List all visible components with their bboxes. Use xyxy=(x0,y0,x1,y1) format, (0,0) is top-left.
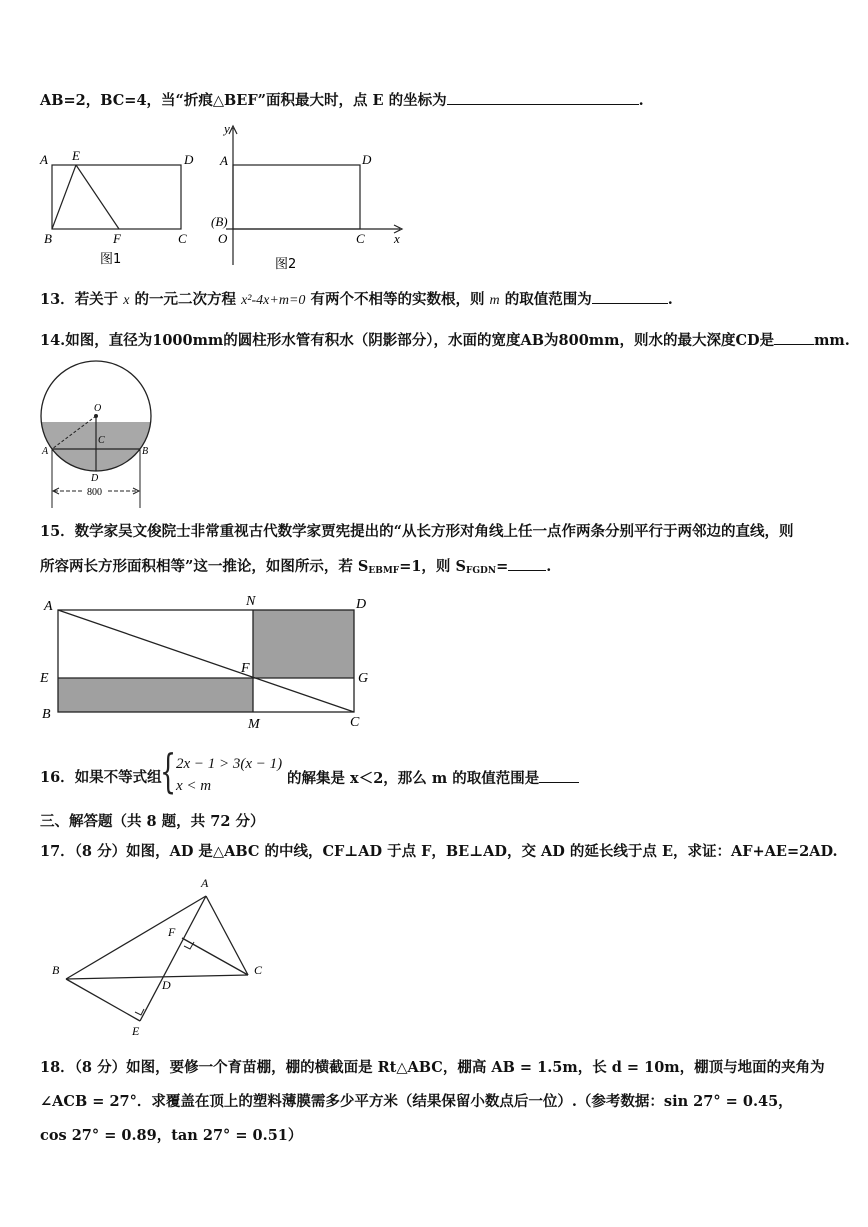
fig2-label-y: y xyxy=(224,121,230,136)
q15-text-c: = xyxy=(496,558,509,575)
q17-label-E: E xyxy=(132,1024,140,1038)
fig1-label-A: A xyxy=(40,152,48,167)
rect-EBMF xyxy=(58,678,253,712)
q14-label-D: D xyxy=(91,473,99,484)
q15-label-C: C xyxy=(350,715,360,730)
rect-FGDN xyxy=(253,610,354,678)
q15-label-E: E xyxy=(40,671,49,686)
q13-answer-blank[interactable] xyxy=(592,289,668,304)
fig2-label-x: x xyxy=(394,231,400,246)
fig2-label-B: (B) xyxy=(211,214,228,229)
q13-text-d: 的取值范围为 xyxy=(504,291,592,308)
q12-answer-blank[interactable] xyxy=(447,90,639,105)
q16-text-b: 的解集是 x＜2，那么 m 的取值范围是 xyxy=(287,770,540,787)
q14-label-B: B xyxy=(142,446,149,457)
q15-sub1: EBMF xyxy=(368,566,400,576)
q17-label-B: B xyxy=(52,963,60,977)
q15-text-a: 所容两长方形面积相等”这一推论，如图所示，若 S xyxy=(40,558,369,575)
q14-label-A: A xyxy=(42,446,49,457)
q15-figure xyxy=(36,592,376,732)
q17-figure xyxy=(46,872,276,1038)
q15-text-b: =1，则 S xyxy=(399,558,466,575)
q15-label-G: G xyxy=(358,671,369,686)
q15-end: . xyxy=(546,558,552,575)
fig2-label-C: C xyxy=(356,231,365,246)
q14-text xyxy=(40,330,850,351)
q14-dim-label: 800 xyxy=(87,487,102,498)
q17-label-F: F xyxy=(168,925,176,939)
q17-text: 17．（8 分）如图，AD 是△ABC 的中线，CF⊥AD 于点 F，BE⊥AD，交 AD 的延长线于点 E，求证：AF+AE=2AD. xyxy=(40,843,838,860)
q16-system xyxy=(176,753,282,797)
q17-label-D: D xyxy=(162,978,171,992)
q16-answer-blank[interactable] xyxy=(539,768,579,783)
q15-line1: 15．数学家吴文俊院士非常重视古代数学家贾宪提出的“从长方形对角线上任一点作两条分别平行于两邻边的直线，则 xyxy=(40,523,794,540)
q15-label-M: M xyxy=(248,717,260,732)
q14-answer-blank[interactable] xyxy=(774,330,814,345)
q13-equation: x²-4x+m=0 xyxy=(241,293,306,308)
q16-prefix xyxy=(40,768,162,788)
q13-text-a: 若关于 xyxy=(74,291,119,308)
q15-label-B: B xyxy=(42,707,51,722)
q14-question-text: 14.如图，直径为1000mm的圆柱形水管有积水（阴影部分），水面的宽度AB为800mm，则水的最大深度CD是 xyxy=(40,332,775,349)
q16-text xyxy=(287,768,579,789)
q12-figure1 xyxy=(39,148,194,267)
q18-line1: 18．（8 分）如图，要修一个育苗棚，棚的横截面是 Rt△ABC，棚高 AB = 1.5m，长 d = 10m，棚顶与地面的夹角为 xyxy=(40,1059,825,1076)
q15-label-N: N xyxy=(246,594,256,609)
q15-label-D: D xyxy=(356,597,367,612)
q18-line2: ∠ACB = 27°．求覆盖在顶上的塑料薄膜需多少平方米（结果保留小数点后一位）.（参考数据：sin 27° = 0.45， xyxy=(40,1093,793,1110)
q15-label-F: F xyxy=(241,661,250,676)
q13-var-m: m xyxy=(489,293,500,308)
q13-text-c: 有两个不相等的实数根，则 xyxy=(310,291,485,308)
q16-number: 16． xyxy=(40,769,75,786)
q12-end: . xyxy=(638,92,644,109)
q16-inequality-1: 2x − 1 > 3(x − 1) xyxy=(176,756,283,772)
q14-label-C: C xyxy=(98,435,105,446)
q12-figures xyxy=(36,120,416,280)
q15-line2 xyxy=(40,556,551,581)
q13-text-b: 的一元二次方程 xyxy=(134,291,237,308)
q12-figure2 xyxy=(211,121,402,272)
q13-number: 13． xyxy=(40,291,75,308)
q16-brace: { xyxy=(160,744,177,798)
q15-label-A: A xyxy=(44,599,53,614)
q17-label-A: A xyxy=(201,876,209,890)
fig2-caption: 图2 xyxy=(275,257,297,272)
q16-text-a: 如果不等式组 xyxy=(74,769,162,786)
fig1-label-E: E xyxy=(72,148,80,163)
q14-figure xyxy=(36,356,162,510)
q14-label-O: O xyxy=(94,403,102,414)
q13-text xyxy=(40,289,673,311)
q16-inequality-2: x < m xyxy=(176,778,212,794)
section3-title: 三、解答题（共 8 题，共 72 分） xyxy=(40,813,265,830)
q13-var-x: x xyxy=(123,293,130,308)
fig1-label-B: B xyxy=(44,231,52,246)
q12-text xyxy=(40,90,644,111)
fig1-label-F: F xyxy=(113,231,121,246)
fig1-label-D: D xyxy=(184,152,194,167)
fig2-label-D: D xyxy=(362,152,372,167)
fig2-label-O: O xyxy=(218,231,228,246)
q12-question-text: AB=2，BC=4，当“折痕△BEF”面积最大时，点 E 的坐标为 xyxy=(40,92,447,109)
q17-label-C: C xyxy=(254,963,263,977)
q18-line3: cos 27° = 0.89，tan 27° = 0.51） xyxy=(40,1127,303,1144)
q15-answer-blank[interactable] xyxy=(508,556,546,571)
q13-end: . xyxy=(667,291,673,308)
q14-unit: mm. xyxy=(814,332,850,349)
q15-sub2: FGDN xyxy=(465,566,497,576)
fig2-label-A: A xyxy=(220,153,228,168)
fig1-caption: 图1 xyxy=(100,252,122,267)
fig1-label-C: C xyxy=(178,231,187,246)
